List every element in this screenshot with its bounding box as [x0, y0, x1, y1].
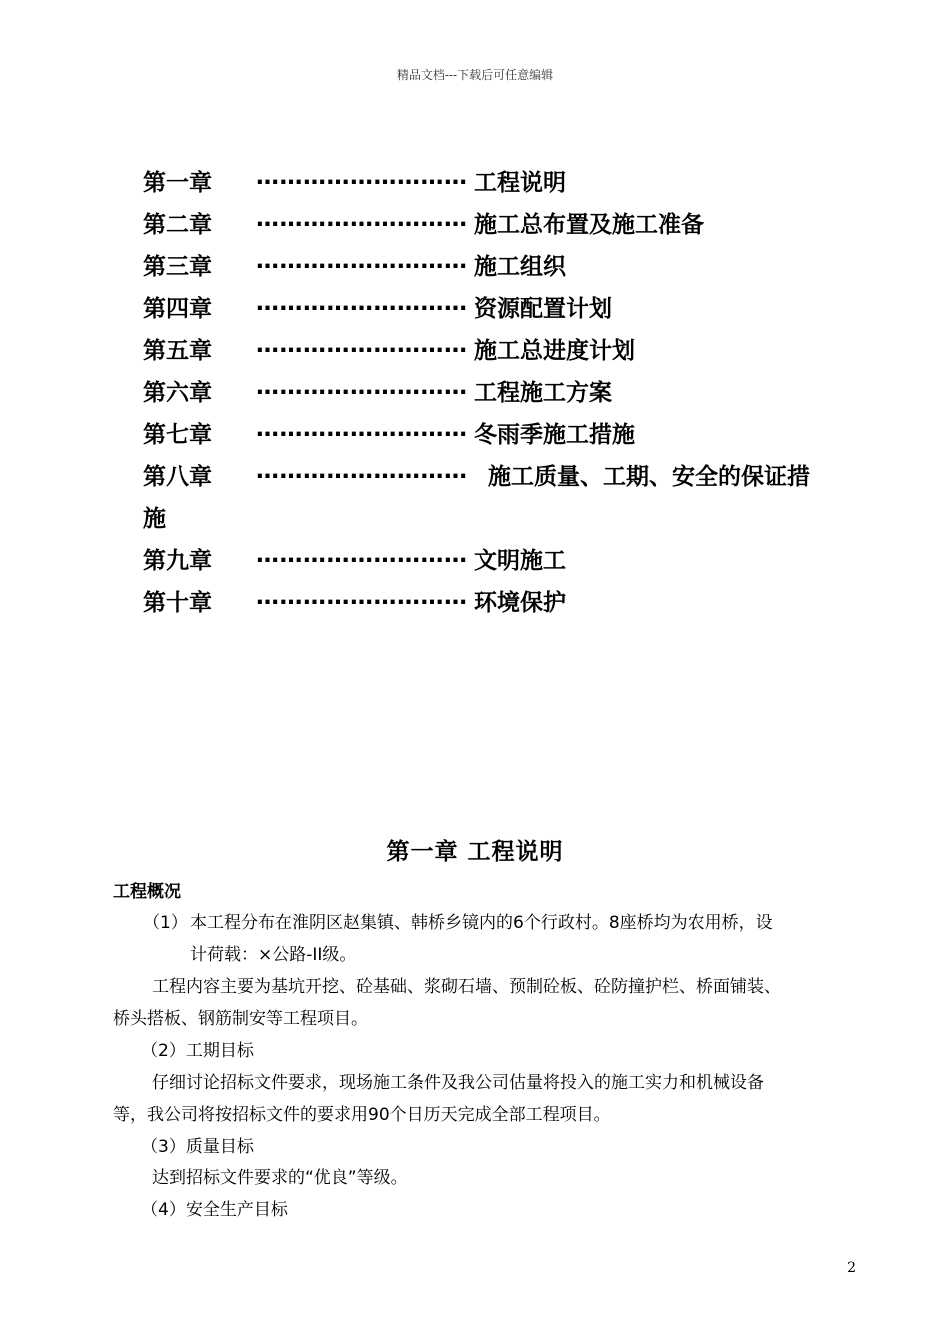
toc-leader-dots: ………………………: [256, 542, 468, 568]
toc-chapter: 第七章: [143, 422, 212, 448]
item-2-line-2: 等，我公司将按招标文件的要求用90个日历天完成全部工程项目。: [113, 1105, 611, 1125]
item-1-line-2: 计荷载：×公路-II级。: [190, 945, 357, 965]
toc-title: 冬雨季施工措施: [474, 422, 635, 448]
toc-row: [143, 370, 863, 412]
toc-row: [143, 160, 863, 202]
toc-leader-dots: ………………………: [256, 584, 468, 610]
toc-title: 施工组织: [474, 254, 566, 280]
toc-leader-dots: ………………………: [256, 416, 468, 442]
toc-title-wrap: 施: [143, 506, 166, 532]
page-number: 2: [847, 1260, 856, 1276]
toc-chapter: 第九章: [143, 548, 212, 574]
table-of-contents: [143, 160, 863, 622]
item-3-line-1: 达到招标文件要求的“优良”等级。: [152, 1168, 408, 1188]
item-2-heading: （2）工期目标: [141, 1041, 254, 1061]
toc-row: [143, 328, 863, 370]
toc-chapter: 第二章: [143, 212, 212, 238]
toc-leader-dots: ………………………: [256, 374, 468, 400]
content-line-2: 桥头搭板、钢筋制安等工程项目。: [113, 1009, 368, 1029]
toc-row: [143, 454, 863, 496]
toc-title: 环境保护: [474, 590, 566, 616]
toc-row: [143, 538, 863, 580]
toc-row: [143, 412, 863, 454]
item-3-heading: （3）质量目标: [141, 1137, 254, 1157]
toc-chapter: 第十章: [143, 590, 212, 616]
toc-title: 施工质量、工期、安全的保证措: [488, 464, 810, 490]
toc-leader-dots: ………………………: [256, 332, 468, 358]
toc-row: [143, 202, 863, 244]
toc-leader-dots: ………………………: [256, 458, 468, 484]
item-1-label: （1）: [143, 913, 188, 933]
toc-title: 资源配置计划: [474, 296, 612, 322]
toc-chapter: 第一章: [143, 170, 212, 196]
chapter-heading: 第一章 工程说明: [386, 839, 564, 865]
toc-title: 施工总进度计划: [474, 338, 635, 364]
page-header: 精品文档---下载后可任意编辑: [396, 68, 554, 82]
toc-chapter: 第六章: [143, 380, 212, 406]
toc-row: [143, 244, 863, 286]
overview-heading: 工程概况: [113, 882, 181, 902]
item-2-line-1: 仔细讨论招标文件要求，现场施工条件及我公司估量将投入的施工实力和机械设备: [152, 1073, 764, 1093]
toc-title: 施工总布置及施工准备: [474, 212, 704, 238]
toc-row-continuation: [143, 496, 863, 538]
toc-row: [143, 580, 863, 622]
item-4-heading: （4）安全生产目标: [141, 1200, 288, 1220]
toc-chapter: 第三章: [143, 254, 212, 280]
toc-title: 工程施工方案: [474, 380, 612, 406]
toc-leader-dots: ………………………: [256, 164, 468, 190]
toc-chapter: 第四章: [143, 296, 212, 322]
toc-title: 工程说明: [474, 170, 566, 196]
toc-chapter: 第五章: [143, 338, 212, 364]
content-line-1: 工程内容主要为基坑开挖、砼基础、浆砌石墙、预制砼板、砼防撞护栏、桥面铺装、: [152, 977, 781, 997]
item-1-line-1: 本工程分布在淮阴区赵集镇、韩桥乡镜内的6个行政村。8座桥均为农用桥，设: [190, 913, 773, 933]
toc-leader-dots: ………………………: [256, 290, 468, 316]
toc-row: [143, 286, 863, 328]
toc-leader-dots: ………………………: [256, 248, 468, 274]
toc-title: 文明施工: [474, 548, 566, 574]
toc-leader-dots: ………………………: [256, 206, 468, 232]
toc-chapter: 第八章: [143, 464, 212, 490]
